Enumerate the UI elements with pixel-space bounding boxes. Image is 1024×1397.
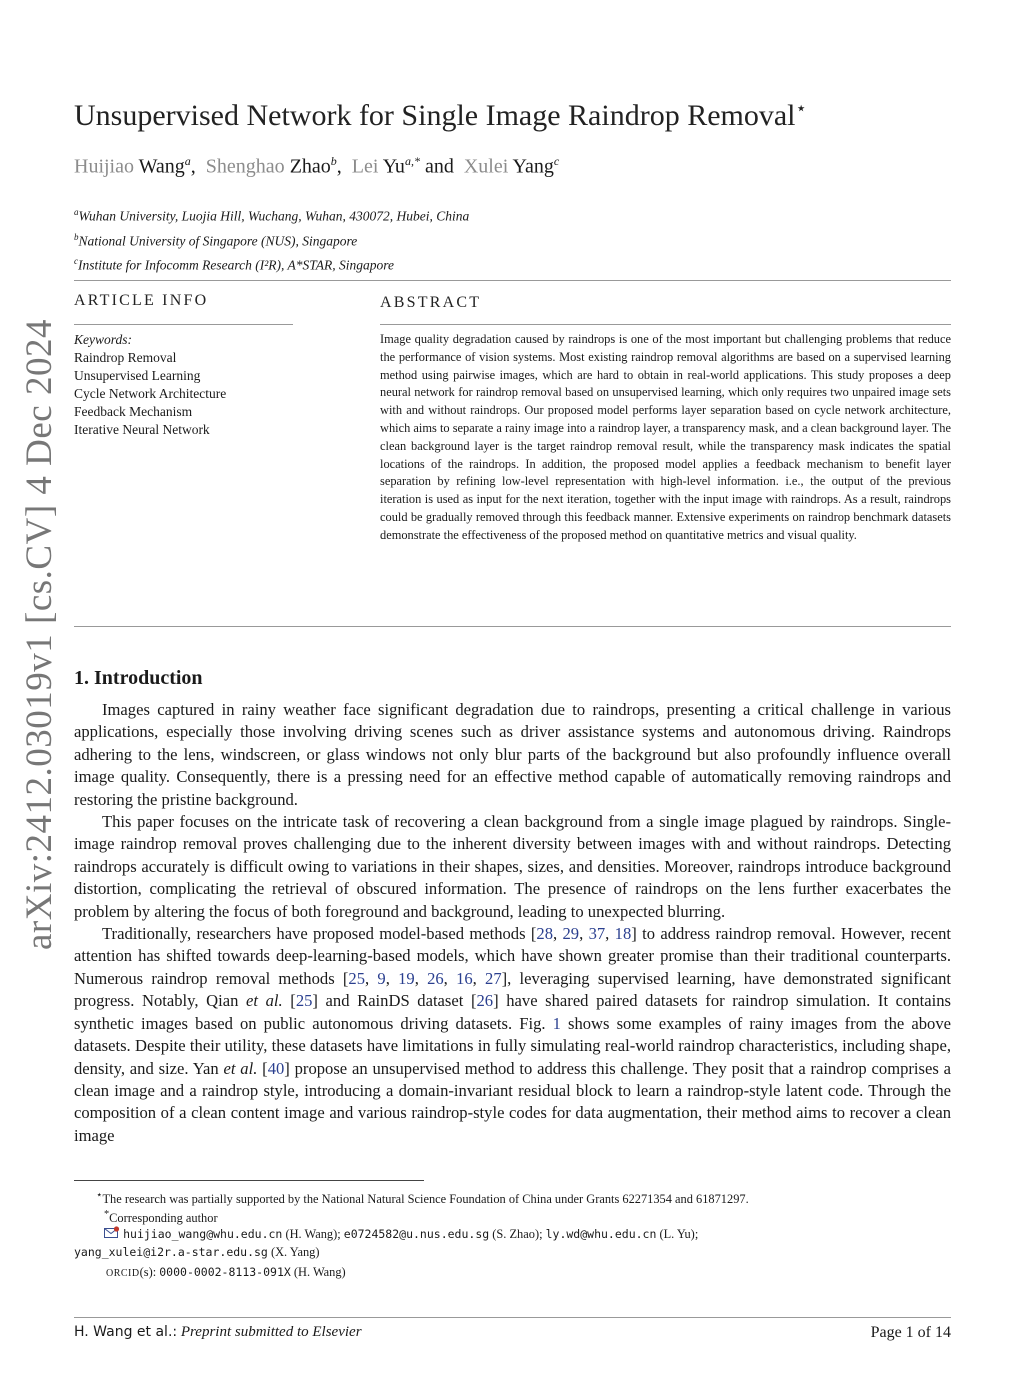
footnote-corr-mark: * (104, 1209, 110, 1220)
footer-venue: Preprint submitted to Elsevier (180, 1324, 362, 1340)
intro-p3-text: ] to address raindrop removal. However, recent attention has shifted towards deep-learning-based models, which have shown greater promise than their traditional counterparts. Numerous raindrop removal methods [ (74, 924, 951, 988)
citation-link[interactable]: 9 (377, 968, 386, 988)
article-info-rule (74, 324, 293, 325)
introduction-body (74, 699, 951, 1147)
keyword-item: Cycle Network Architecture (74, 386, 227, 401)
intro-p3-text: ] propose an unsupervised method to address this challenge. They posit that a raindrop comprises a clean image and a raindrop style, introducing a domain-invariant residual block to learn a raindrop-style latent code. Through the composition of a clean content image and various raindrop-style codes for data augmentation, their method aims to recover a clean image (74, 1058, 951, 1145)
affiliation-a-sup: a (74, 207, 79, 217)
footnote-emails-cont (74, 1243, 954, 1262)
orcid-label: ORCID (106, 1268, 140, 1279)
figure-link[interactable]: 1 (552, 1013, 561, 1033)
title-star-mark: ⋆ (795, 98, 807, 118)
intro-p3-text: shows some examples of rainy images from the above datasets. Despite their utility, these datasets have limitations in fully simulating real-world raindrop characteristics, including shape, density, and size. Yan (74, 1013, 951, 1078)
intro-p3-text: ] have shared paired datasets for raindrop simulation. It contains synthetic images based on public autonomous driving datasets. Fig. (74, 991, 951, 1033)
citation-link[interactable]: 26 (427, 968, 444, 988)
author-1-last: Wang (138, 155, 185, 178)
email-owner: (L. Yu); (656, 1227, 699, 1241)
citation-link[interactable]: 25 (348, 968, 366, 988)
author-2-last: Zhao (289, 155, 331, 178)
citation-link[interactable]: 25 (295, 991, 313, 1011)
author-4-first: Xulei (463, 155, 509, 178)
citation-link[interactable]: 18 (614, 924, 632, 944)
author-and: and (424, 155, 454, 178)
author-list: Huijiao Wang$^a$, Shenghao Zhao$^b$, Lei $Yu^{a,*}$ and Xulei Yang$^c$ (74, 154, 560, 178)
footnote-orcid (74, 1263, 954, 1283)
intro-paragraph-3: Traditionally, researchers have proposed model-based methods [28, 29, 37, 18] to address raindrop removal. However, recent attention has shifted towards deep-learning-based models, which have shown greater promise than their traditional counterparts. Numerous raindrop removal methods [25, 9, 19, 26, 16, 27], leveraging supervised learning, have demonstrated significant progress. Notably, Qian et al. [25] and RainDS dataset [26] have shared paired datasets for raindrop simulation. It contains synthetic images based on public autonomous driving datasets. Fig. 1 shows some examples of rainy images from the above datasets. Despite their utility, these datasets have limitations in fully simulating real-world raindrop characteristics, including shape, density, and size. Yan et al. [40] propose an unsupervised method to address this challenge. They posit that a raindrop comprises a clean image and a raindrop style, introducing a domain-invariant residual block to learn a raindrop-style latent code. Through the composition of a clean content image and various raindrop-style codes for data augmentation, their method aims to recover a clean image (74, 924, 952, 1145)
author-4-last: Yang (512, 155, 554, 178)
author-1-first: Huijiao (74, 155, 134, 178)
affiliation-b (74, 227, 469, 252)
et-al-text: et al. (246, 991, 283, 1011)
email-owner: (X. Yang) (267, 1245, 320, 1259)
page-number: Page 1 of 14 (870, 1324, 951, 1341)
orcid-suffix: (s): (139, 1265, 160, 1279)
orcid-link[interactable]: 0000-0002-8113-091X (159, 1265, 291, 1279)
keyword-item: Feedback Mechanism (74, 404, 193, 419)
author-1-sup: a (184, 154, 191, 168)
email-owner: (H. Wang); (282, 1227, 344, 1241)
footer-left (74, 1324, 362, 1341)
keywords-label: Keywords: (74, 332, 132, 347)
abstract-rule (380, 324, 951, 325)
email-link-zhao[interactable]: e0724582@u.nus.edu.sg (343, 1227, 490, 1241)
keyword-item: Unsupervised Learning (74, 368, 201, 383)
arxiv-identifier-stamp: arXiv:2412.03019v1 [cs.CV] 4 Dec 2024 (19, 319, 60, 950)
intro-p3-text: ] and RainDS dataset [ (312, 991, 477, 1011)
intro-paragraph-2: This paper focuses on the intricate task of recovering a clean background from a single image plagued by raindrops. Single-image raindrop removal proves challenging due to the inherent diversity between images with and without raindrops. Detecting raindrops accurately is difficult owing to variations in their shapes, sizes, and densities. Moreover, raindrops introduce background distortion, complicating the retrieval of obscured information. The presence of raindrops on the lens further exacerbates the problem by altering the focus of both foreground and background, leading to unexpected blurring. (74, 812, 951, 921)
footer-divider (74, 1317, 951, 1318)
keywords-block (74, 331, 226, 439)
paper-title (74, 98, 807, 133)
affiliation-c-text: Institute for Infocomm Research (I²R), A*STAR, Singapore (78, 257, 394, 273)
citation-link[interactable]: 27 (485, 968, 502, 988)
citation-link[interactable]: 28 (536, 924, 554, 944)
author-2-first: Shenghao (205, 155, 285, 178)
citation-link[interactable]: 37 (588, 924, 606, 944)
affiliation-b-text: National University of Singapore (NUS), Singapore (78, 233, 358, 248)
email-link-wang[interactable]: huijiao_wang@whu.edu.cn (123, 1227, 283, 1241)
author-3-first: Lei (351, 155, 379, 178)
author-3-sup: a,* (404, 154, 420, 168)
footnote-funding-text: The research was partially supported by the National Natural Science Foundation of China under Grants 62271354 and 61871297. (102, 1192, 749, 1207)
citation-link[interactable]: 26 (476, 991, 494, 1011)
intro-p3-text: Traditionally, researchers have proposed model-based methods [ (102, 924, 537, 944)
paper-title-text: Unsupervised Network for Single Image Raindrop Removal (74, 99, 796, 132)
footnote-star-mark: ⋆ (96, 1190, 103, 1201)
intro-paragraph-1: Images captured in rainy weather face significant degradation due to raindrops, presenting a critical challenge in various applications, especially those involving driving scenes such as driver assistance systems and autonomous driving. Raindrops adhering to the lens, windscreen, or glass windows not only blur parts of the background but also profoundly influence overall image quality. Consequently, there is a pressing need for an effective method capable of automatically removing raindrops and restoring the pristine background. (74, 700, 951, 809)
footnote-emails (74, 1225, 954, 1244)
keyword-item: Raindrop Removal (74, 350, 177, 365)
author-4-sup: c (553, 154, 560, 168)
affiliation-a (74, 202, 469, 227)
citation-link[interactable]: 40 (267, 1058, 285, 1078)
orcid-owner: (H. Wang) (290, 1265, 346, 1279)
citation-link[interactable]: 19 (398, 968, 415, 988)
affiliation-c-sup: c (74, 256, 78, 266)
intro-p3-text: ], leveraging supervised learning, have demonstrated significant progress. Notably, Qian (74, 968, 952, 1011)
abstract-bottom-divider (74, 626, 951, 627)
author-3-last: Yu (382, 155, 405, 178)
abstract-text: Image quality degradation caused by raindrops is one of the most important but challenging problems that reduce the performance of vision systems. Most existing raindrop removal algorithms are based on a supervised learning method using pairwise images, which are hard to obtain in real-world applications. This study proposes a deep neural network for raindrop removal based on unsupervised learning, which only requires two unpaired image sets with and without raindrops. Our proposed model performs layer separation based on cycle network architecture, which aims to separate a rainy image into a raindrop layer, a transparency mask, and a clean background layer. The clean background layer is the target raindrop removal result, while the transparency mask indicates the spatial locations of the raindrops. In addition, the proposed model applies a feedback mechanism to benefit layer separation by refining low-level representation with high-level information. i.e., the output of the previous iteration is used as input for the next iteration, together with the input image with raindrops. As a result, raindrops could be gradually removed through this feedback manner. Extensive experiments on raindrop benchmark datasets demonstrate the effectiveness of the proposed method on quantitative metrics and visual quality. (380, 332, 951, 542)
affiliation-c (74, 251, 469, 276)
citation-link[interactable]: 29 (562, 924, 580, 944)
et-al-text: et al. (223, 1058, 258, 1078)
intro-p3-text: [ (257, 1058, 268, 1078)
footnote-corresponding-text: Corresponding author (109, 1211, 218, 1226)
footnote-rule (74, 1180, 424, 1181)
header-divider (74, 280, 951, 281)
intro-p3-text: [ (282, 991, 296, 1011)
keyword-item: Iterative Neural Network (74, 422, 210, 437)
article-info-heading: ARTICLE INFO (74, 292, 209, 309)
footer-author: H. Wang et al.: (74, 1324, 178, 1340)
abstract-heading: ABSTRACT (380, 294, 482, 311)
section-heading-introduction: 1. Introduction (74, 667, 203, 689)
email-owner: (S. Zhao); (489, 1227, 546, 1241)
email-link-yu[interactable]: ly.wd@whu.edu.cn (545, 1227, 657, 1241)
affiliation-a-text: Wuhan University, Luojia Hill, Wuchang, Wuhan, 430072, Hubei, China (78, 208, 470, 224)
author-2-sup: b (330, 154, 337, 168)
email-icon (104, 1226, 120, 1239)
email-link-yang[interactable]: yang_xulei@i2r.a-star.edu.sg (74, 1245, 268, 1259)
citation-link[interactable]: 16 (456, 968, 473, 988)
affiliation-list (74, 202, 469, 276)
affiliation-b-sup: b (74, 231, 79, 242)
